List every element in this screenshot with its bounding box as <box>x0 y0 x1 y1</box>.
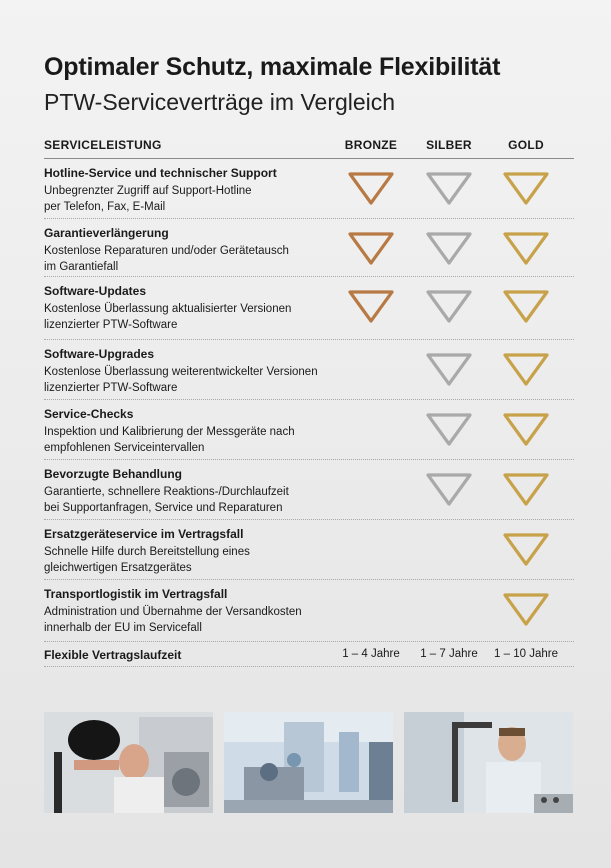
service-description-line-1: Inspektion und Kalibrierung der Messgeräte nach <box>44 426 295 438</box>
service-title: Garantieverlängerung <box>44 226 169 240</box>
triangle-down-icon <box>424 231 474 267</box>
service-description-line-2: bei Supportanfragen, Service und Reparaturen <box>44 502 283 514</box>
comparison-table <box>44 134 574 667</box>
service-description-line-1: Unbegrenzter Zugriff auf Support-Hotline <box>44 185 252 197</box>
duration-row <box>44 642 574 667</box>
service-title: Service-Checks <box>44 407 134 421</box>
triangle-down-icon <box>424 171 474 207</box>
service-description <box>44 364 344 396</box>
table-row <box>44 520 574 580</box>
service-description-line-2: empfohlenen Serviceintervallen <box>44 442 205 454</box>
service-description-line-2: gleichwertigen Ersatzgerätes <box>44 562 192 574</box>
triangle-down-icon <box>346 171 396 207</box>
service-description-line-1: Schnelle Hilfe durch Bereitstellung eines <box>44 546 250 558</box>
service-description <box>44 544 344 576</box>
duration-label: Flexible Vertragslaufzeit <box>44 648 182 662</box>
photo-lab-equipment <box>224 712 393 813</box>
triangle-down-icon <box>346 231 396 267</box>
table-row <box>44 219 574 277</box>
service-title: Software-Upgrades <box>44 347 155 361</box>
service-description <box>44 243 344 275</box>
page-title: Optimaler Schutz, maximale Flexibilität <box>44 53 501 81</box>
service-description-line-1: Garantierte, schnellere Reaktions-/Durchlaufzeit <box>44 486 289 498</box>
triangle-down-icon <box>501 171 551 207</box>
column-header-gold: GOLD <box>508 138 544 152</box>
service-description <box>44 484 344 516</box>
service-title: Software-Updates <box>44 284 147 298</box>
page-subtitle: PTW-Serviceverträge im Vergleich <box>44 89 396 115</box>
duration-bronze: 1 – 4 Jahre <box>342 648 400 660</box>
service-title: Hotline-Service und technischer Support <box>44 166 277 180</box>
column-header-silber: SILBER <box>426 138 472 152</box>
photo-technician-lab <box>44 712 213 813</box>
triangle-down-icon <box>346 289 396 325</box>
service-description-line-1: Kostenlose Reparaturen und/oder Gerätetausch <box>44 245 289 257</box>
service-title: Transportlogistik im Vertragsfall <box>44 587 228 601</box>
service-description <box>44 183 344 215</box>
service-description-line-2: lizenzierter PTW-Software <box>44 319 178 331</box>
triangle-down-icon <box>424 472 474 508</box>
table-row <box>44 159 574 219</box>
photo-technician-measuring <box>404 712 573 813</box>
triangle-down-icon <box>501 289 551 325</box>
column-header-service: SERVICELEISTUNG <box>44 138 162 152</box>
table-header <box>44 134 574 159</box>
table-row <box>44 400 574 460</box>
service-description <box>44 424 344 456</box>
service-description-line-1: Administration und Übernahme der Versandkosten <box>44 606 302 618</box>
service-description-line-2: innerhalb der EU im Servicefall <box>44 622 202 634</box>
triangle-down-icon <box>501 412 551 448</box>
service-description-line-1: Kostenlose Überlassung weiterentwickelter Versionen <box>44 366 318 378</box>
duration-silber: 1 – 7 Jahre <box>420 648 478 660</box>
service-title: Ersatzgeräteservice im Vertragsfall <box>44 527 244 541</box>
photo-strip <box>44 712 574 813</box>
triangle-down-icon <box>424 289 474 325</box>
service-title: Bevorzugte Behandlung <box>44 467 183 481</box>
column-header-bronze: BRONZE <box>344 138 398 152</box>
triangle-down-icon <box>501 532 551 568</box>
triangle-down-icon <box>424 412 474 448</box>
service-description-line-2: im Garantiefall <box>44 261 119 273</box>
duration-gold: 1 – 10 Jahre <box>494 648 558 660</box>
service-description <box>44 301 344 333</box>
service-description-line-2: per Telefon, Fax, E-Mail <box>44 201 166 213</box>
triangle-down-icon <box>501 352 551 388</box>
triangle-down-icon <box>501 592 551 628</box>
table-row <box>44 340 574 400</box>
triangle-down-icon <box>501 231 551 267</box>
table-row <box>44 460 574 520</box>
service-description <box>44 604 344 636</box>
service-description-line-1: Kostenlose Überlassung aktualisierter Versionen <box>44 303 292 315</box>
triangle-down-icon <box>501 472 551 508</box>
service-description-line-2: lizenzierter PTW-Software <box>44 382 178 394</box>
triangle-down-icon <box>424 352 474 388</box>
table-row <box>44 277 574 340</box>
table-body <box>44 159 574 642</box>
table-row <box>44 580 574 642</box>
